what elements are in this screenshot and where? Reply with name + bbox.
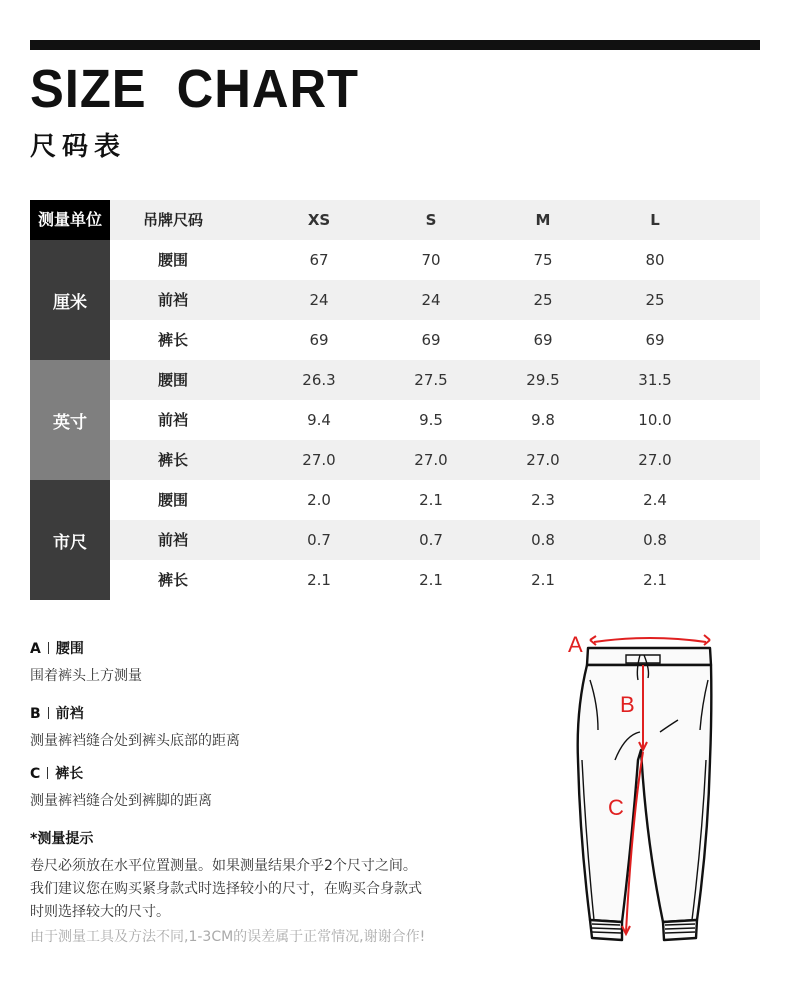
value-cell-l: 2.1 <box>643 571 667 589</box>
table-row <box>110 320 760 360</box>
measurement-label: 腰围 <box>157 491 188 509</box>
value-cell-m: 29.5 <box>526 371 560 389</box>
note-b-heading <box>30 703 84 723</box>
measurement-label: 前裆 <box>157 291 188 309</box>
value-cell-s: 2.1 <box>419 571 443 589</box>
size-header-m: M <box>535 211 551 229</box>
measurement-label: 裤长 <box>157 451 188 469</box>
measurement-label: 裤长 <box>157 331 188 349</box>
value-cell-s: 9.5 <box>419 411 443 429</box>
note-b-name: 前裆 <box>55 706 84 722</box>
value-cell-xs: 69 <box>309 331 329 349</box>
tip-line: 时则选择较大的尺寸。 <box>30 904 170 920</box>
table-row <box>110 360 760 400</box>
left-arrow-icon <box>590 636 596 645</box>
value-cell-m: 25 <box>533 291 553 309</box>
value-cell-l: 80 <box>645 251 665 269</box>
left-cuff-shape <box>590 920 622 940</box>
note-a-heading <box>30 638 84 658</box>
value-cell-s: 69 <box>421 331 441 349</box>
note-b-letter: B <box>30 706 41 722</box>
value-cell-xs: 2.1 <box>307 571 331 589</box>
tag-size-header: 吊牌尺码 <box>142 211 203 229</box>
table-row <box>110 240 760 280</box>
note-c-description: 测量裤裆缝合处到裤脚的距离 <box>30 793 212 809</box>
tip-line: 我们建议您在购买紧身款式时选择较小的尺寸，在购买合身款式 <box>30 881 422 897</box>
tip-title: *测量提示 <box>30 831 94 847</box>
value-cell-s: 2.1 <box>419 491 443 509</box>
diagram-label-b: B <box>620 692 635 717</box>
value-cell-m: 69 <box>533 331 553 349</box>
table-row <box>110 400 760 440</box>
note-c-name: 裤长 <box>55 766 84 782</box>
value-cell-s: 24 <box>421 291 441 309</box>
measurement-label: 前裆 <box>157 531 188 549</box>
value-cell-s: 27.5 <box>414 371 448 389</box>
size-header-xs: XS <box>307 211 331 229</box>
right-cuff-shape <box>663 920 697 940</box>
table-row <box>110 280 760 320</box>
unit-header: 测量单位 <box>30 200 110 240</box>
value-cell-l: 10.0 <box>638 411 672 429</box>
pants-outline <box>578 648 712 940</box>
value-cell-xs: 27.0 <box>302 451 336 469</box>
value-cell-s: 70 <box>421 251 441 269</box>
size-header-s: S <box>425 211 437 229</box>
measurement-label: 腰围 <box>157 371 188 389</box>
value-cell-m: 0.8 <box>531 531 555 549</box>
page-title: SIZE CHART <box>30 59 360 119</box>
value-cell-s: 27.0 <box>414 451 448 469</box>
value-cell-xs: 9.4 <box>307 411 331 429</box>
value-cell-xs: 24 <box>309 291 329 309</box>
value-cell-m: 75 <box>533 251 553 269</box>
size-header-row <box>110 200 760 240</box>
value-cell-m: 2.1 <box>531 571 555 589</box>
measurement-label: 腰围 <box>157 251 188 269</box>
note-b-divider <box>48 707 49 719</box>
value-cell-xs: 0.7 <box>307 531 331 549</box>
table-row <box>110 520 760 560</box>
measurement-label: 前裆 <box>157 411 188 429</box>
value-cell-xs: 26.3 <box>302 371 336 389</box>
value-cell-xs: 2.0 <box>307 491 331 509</box>
value-cell-xs: 67 <box>309 251 329 269</box>
unit-label: 市尺 <box>30 480 110 600</box>
value-cell-l: 31.5 <box>638 371 672 389</box>
note-a-letter: A <box>30 641 41 657</box>
note-c-letter: C <box>30 766 41 782</box>
diagram-label-a: A <box>568 632 583 657</box>
table-row <box>110 480 760 520</box>
size-header-l: L <box>650 211 660 229</box>
waist-measure-line <box>594 638 706 642</box>
page-subtitle: 尺码表 <box>30 132 127 162</box>
disclaimer-text: 由于测量工具及方法不同,1-3CM的误差属于正常情况,谢谢合作! <box>30 929 426 945</box>
pants-diagram <box>560 620 760 950</box>
table-row <box>110 440 760 480</box>
value-cell-s: 0.7 <box>419 531 443 549</box>
value-cell-l: 25 <box>645 291 665 309</box>
note-a-name: 腰围 <box>55 641 84 657</box>
note-a-description: 围着裤头上方测量 <box>30 668 142 684</box>
note-b-description: 测量裤裆缝合处到裤头底部的距离 <box>30 733 240 749</box>
unit-label: 英寸 <box>30 360 110 480</box>
value-cell-l: 2.4 <box>643 491 667 509</box>
value-cell-l: 27.0 <box>638 451 672 469</box>
note-a-divider <box>48 642 49 654</box>
trouser-shape <box>578 665 712 922</box>
value-cell-m: 2.3 <box>531 491 555 509</box>
diagram-label-c: C <box>608 795 624 820</box>
tip-line: 卷尺必须放在水平位置测量。如果测量结果介乎2个尺寸之间。 <box>30 858 417 874</box>
value-cell-l: 0.8 <box>643 531 667 549</box>
top-rule <box>30 40 760 50</box>
right-arrow-icon <box>704 635 710 645</box>
value-cell-m: 9.8 <box>531 411 555 429</box>
note-c-heading <box>30 763 83 783</box>
note-c-divider <box>47 767 48 779</box>
measurement-label: 裤长 <box>157 571 188 589</box>
table-row <box>110 560 760 600</box>
value-cell-l: 69 <box>645 331 665 349</box>
unit-label: 厘米 <box>30 240 110 360</box>
value-cell-m: 27.0 <box>526 451 560 469</box>
